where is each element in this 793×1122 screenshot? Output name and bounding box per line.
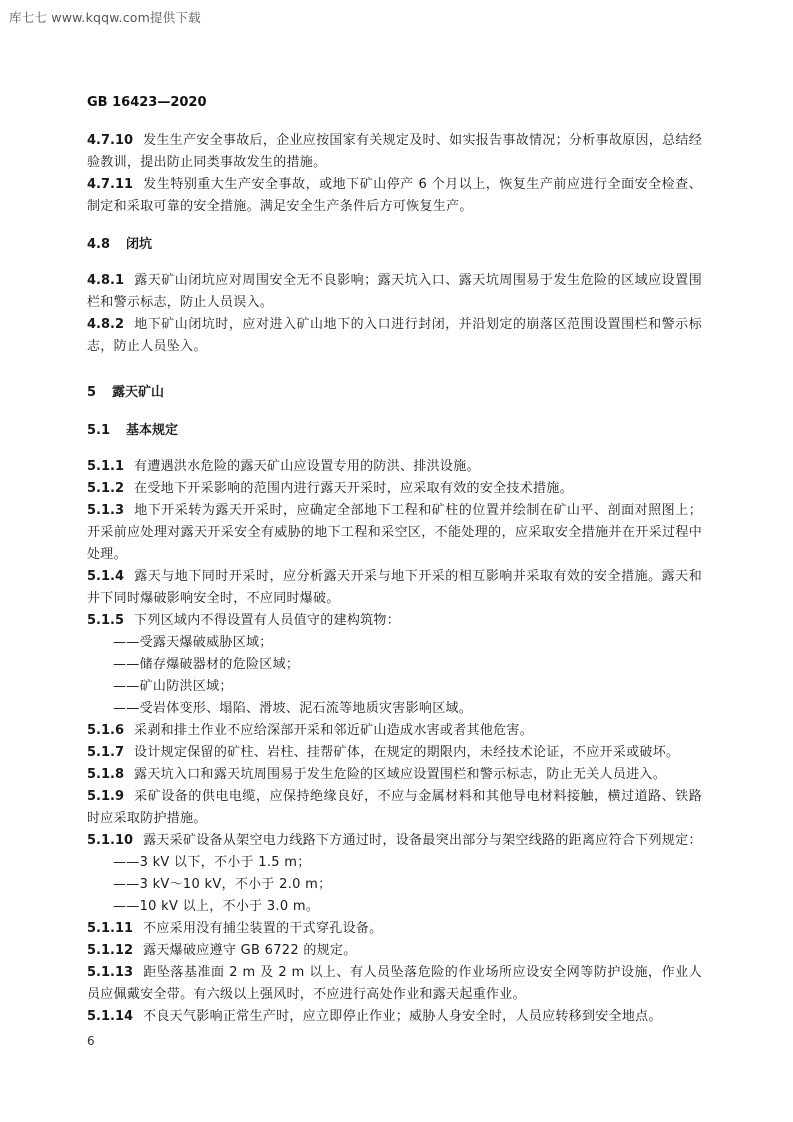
- section-heading-5-1: 5.1 基本规定: [87, 423, 179, 438]
- clause-text: 下列区域内不得设置有人员值守的建构筑物：: [134, 613, 401, 628]
- clause-5-1-6: [87, 720, 702, 742]
- clause-text: 露天与地下同时开采时，应分析露天开采与地下开采的相互影响并采取有效的安全措施。露天和井下同时爆破影响安全时，不应同时爆破。: [87, 569, 702, 606]
- clause-text: 露天矿山闭坑应对周围安全无不良影响；露天坑入口、露天坑周围易于发生危险的区域应设置围栏和警示标志，防止人员误入。: [87, 273, 702, 310]
- list-item: ——储存爆破器材的危险区域；: [113, 657, 300, 672]
- clause-number: 5.1.3: [87, 503, 125, 518]
- clause-5-1-11: [87, 918, 702, 940]
- clause-5-1-4: [87, 566, 702, 610]
- clause-text: 不良天气影响正常生产时，应立即停止作业；威胁人身安全时，人员应转移到安全地点。: [143, 1009, 662, 1024]
- clause-number: 5.1.1: [87, 459, 125, 474]
- clause-text: 采剥和排土作业不应给深部开采和邻近矿山造成水害或者其他危害。: [134, 723, 534, 738]
- clause-4-7-10: [87, 130, 702, 174]
- section-heading-4-8: 4.8 闭坑: [87, 237, 153, 252]
- clause-number: 5.1.14: [87, 1009, 134, 1024]
- clause-text: 露天采矿设备从架空电力线路下方通过时，设备最突出部分与架空线路的距离应符合下列规定：: [143, 833, 702, 848]
- standard-code-header: GB 16423—2020: [87, 95, 207, 110]
- clause-5-1-12: [87, 940, 702, 962]
- clause-text: 在受地下开采影响的范围内进行露天开采时，应采取有效的安全技术措施。: [134, 481, 573, 496]
- clause-5-1-2: [87, 478, 702, 500]
- clause-number: 5.1.11: [87, 921, 134, 936]
- list-item: ——10 kV 以上，不小于 3.0 m。: [113, 899, 320, 914]
- clause-5-1-10: [87, 830, 702, 852]
- clause-number: 4.7.11: [87, 177, 134, 192]
- clause-text: 不应采用没有捕尘装置的干式穿孔设备。: [143, 921, 383, 936]
- list-item: ——3 kV 以下，不小于 1.5 m；: [113, 855, 311, 870]
- clause-5-1-1: [87, 456, 702, 478]
- clause-4-8-2: [87, 314, 702, 358]
- clause-number: 4.8.1: [87, 273, 125, 288]
- clause-4-8-1: [87, 270, 702, 314]
- clause-text: 有遭遇洪水危险的露天矿山应设置专用的防洪、排洪设施。: [134, 459, 480, 474]
- clause-text: 发生生产安全事故后，企业应按国家有关规定及时、如实报告事故情况；分析事故原因，总结经验教训，提出防止同类事故发生的措施。: [87, 133, 702, 170]
- clause-number: 5.1.9: [87, 789, 125, 804]
- clause-text: 距坠落基准面 2 m 及 2 m 以上、有人员坠落危险的作业场所应设安全网等防护设施，作业人员应佩戴安全带。有六级以上强风时，不应进行高处作业和露天起重作业。: [87, 965, 702, 1002]
- clause-text: 采矿设备的供电电缆，应保持绝缘良好，不应与金属材料和其他导电材料接触，横过道路、铁路时应采取防护措施。: [87, 789, 702, 826]
- clause-number: 5.1.6: [87, 723, 125, 738]
- list-item: ——3 kV～10 kV，不小于 2.0 m；: [113, 877, 332, 892]
- page-number: 6: [87, 1034, 95, 1048]
- clause-text: 露天坑入口和露天坑周围易于发生危险的区域应设置围栏和警示标志，防止无关人员进入。: [134, 767, 667, 782]
- clause-number: 5.1.2: [87, 481, 125, 496]
- clause-text: 发生特别重大生产安全事故，或地下矿山停产 6 个月以上，恢复生产前应进行全面安全检查、制定和采取可靠的安全措施。满足安全生产条件后方可恢复生产。: [87, 177, 702, 214]
- clause-text: 地下矿山闭坑时，应对进入矿山地下的入口进行封闭，并沿划定的崩落区范围设置围栏和警示标志，防止人员坠入。: [87, 317, 702, 354]
- page-content: [87, 130, 702, 1028]
- clause-number: 5.1.10: [87, 833, 134, 848]
- list-item: ——矿山防洪区域；: [113, 679, 233, 694]
- clause-text: 设计规定保留的矿柱、岩柱、挂帮矿体，在规定的期限内，未经技术论证，不应开采或破坏。: [134, 745, 680, 760]
- clause-number: 5.1.12: [87, 943, 134, 958]
- clause-5-1-9: [87, 786, 702, 830]
- clause-number: 4.7.10: [87, 133, 134, 148]
- clause-5-1-7: [87, 742, 702, 764]
- clause-5-1-3: [87, 500, 702, 566]
- clause-5-1-8: [87, 764, 702, 786]
- clause-number: 5.1.4: [87, 569, 125, 584]
- clause-text: 露天爆破应遵守 GB 6722 的规定。: [143, 943, 357, 958]
- chapter-heading-5: 5 露天矿山: [87, 385, 165, 400]
- clause-number: 4.8.2: [87, 317, 125, 332]
- clause-5-1-14: [87, 1006, 702, 1028]
- clause-number: 5.1.5: [87, 613, 125, 628]
- list-item: ——受露天爆破威胁区域；: [113, 635, 273, 650]
- clause-number: 5.1.8: [87, 767, 125, 782]
- watermark-text: 库七七 www.kqqw.com提供下载: [9, 10, 201, 25]
- clause-number: 5.1.7: [87, 745, 125, 760]
- clause-5-1-13: [87, 962, 702, 1006]
- clause-number: 5.1.13: [87, 965, 134, 980]
- clause-4-7-11: [87, 174, 702, 218]
- list-item: ——受岩体变形、塌陷、滑坡、泥石流等地质灾害影响区域。: [113, 701, 473, 716]
- clause-5-1-5: [87, 610, 702, 632]
- clause-text: 地下开采转为露天开采时，应确定全部地下工程和矿柱的位置并绘制在矿山平、剖面对照图上；开采前应处理对露天开采安全有威胁的地下工程和采空区，不能处理的，应采取安全措施并在开采过程中处理。: [87, 503, 702, 562]
